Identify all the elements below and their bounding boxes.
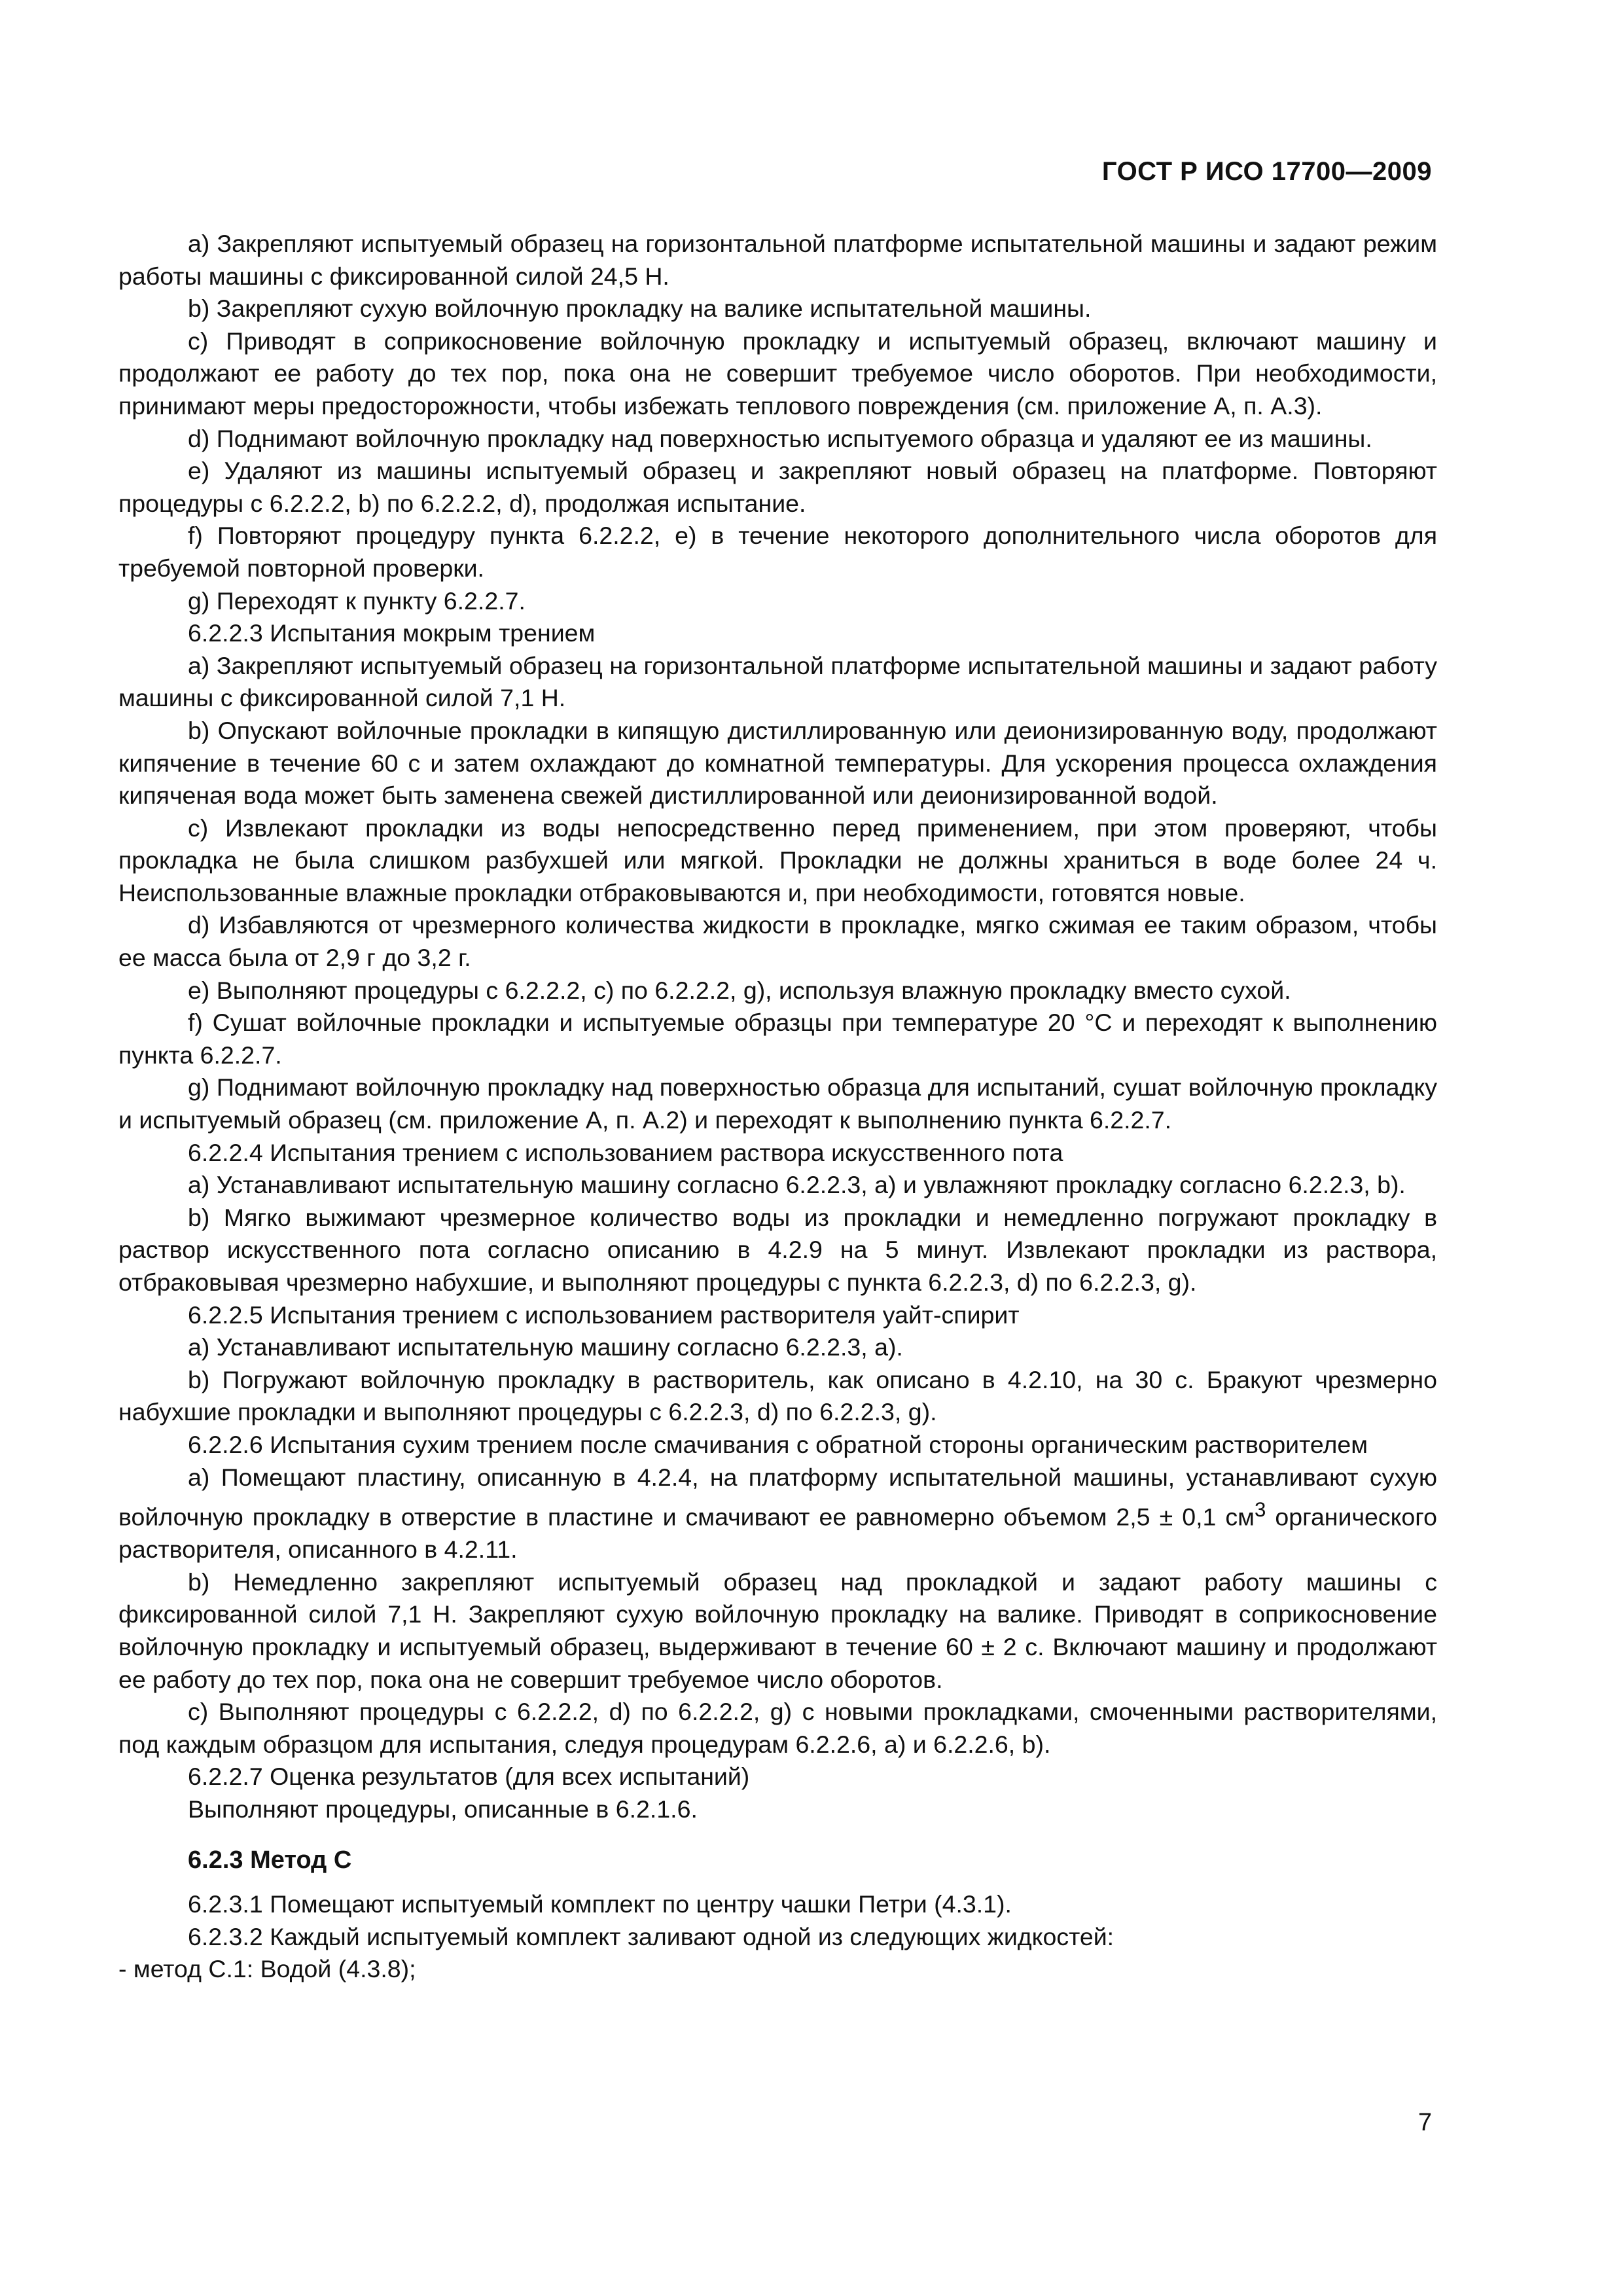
paragraph-6226a-text-end: органического растворителя, описанного в 4.2.11. bbox=[118, 1503, 1437, 1564]
paragraph-6222g: g) Переходят к пункту 6.2.2.7. bbox=[188, 586, 526, 615]
paragraph-6222e: e) Удаляют из машины испытуемый образец и закрепляют новый образец на платформе. Повторяют процедуры с 6.2.2.2, b) по 6.2.2.2, d), продолжая испытание. bbox=[118, 457, 1437, 517]
superscript-cubic: 3 bbox=[1254, 1498, 1266, 1522]
page-body bbox=[118, 228, 1437, 1986]
paragraph-6223g: g) Поднимают войлочную прокладку над поверхностью образца для испытаний, сушат войлочную прокладку и испытуемый образец (см. приложение А, п. А.2) и переходят к выполнению пункта 6.2.2.7. bbox=[118, 1073, 1437, 1134]
subsection-title-6223: 6.2.2.3 Испытания мокрым трением bbox=[188, 619, 596, 647]
paragraph-6224b: b) Мягко выжимают чрезмерное количество воды из прокладки и немедленно погружают прокладку в раствор искусственного пота согласно описанию в 4.2.9 на 5 минут. Извлекают прокладки из раствора, отбраковывая чрезмерно набухшие, и выполняют процедуры с пункта 6.2.2.3, d) по 6.2.2.3, g). bbox=[118, 1203, 1437, 1296]
paragraph-6222c: c) Приводят в соприкосновение войлочную прокладку и испытуемый образец, включают машину и продолжают ее работу до тех пор, пока она не совершит требуемое число оборотов. При необходимости, принимают меры предосторожности, чтобы избежать теплового повреждения (см. приложение А, п. А.3). bbox=[118, 327, 1437, 420]
section-heading-623: 6.2.3 Метод С bbox=[188, 1846, 352, 1874]
standard-header: ГОСТ Р ИСО 17700—2009 bbox=[1101, 157, 1432, 186]
paragraph-6232: 6.2.3.2 Каждый испытуемый комплект заливают одной из следующих жидкостей: bbox=[188, 1922, 1115, 1950]
paragraph-6225b: b) Погружают войлочную прокладку в растворитель, как описано в 4.2.10, на 30 с. Бракуют чрезмерно набухшие прокладки и выполняют процедуры с 6.2.2.3, d) по 6.2.2.3, g). bbox=[118, 1365, 1437, 1426]
paragraph-6223b: b) Опускают войлочные прокладки в кипящую дистиллированную или деионизированную воду, продолжают кипячение в течение 60 с и затем охлаждают до комнатной температуры. Для ускорения процесса охлаждения кипяченая вода может быть заменена свежей дистиллированной или деионизированной водой. bbox=[118, 716, 1437, 810]
paragraph-6226b: b) Немедленно закрепляют испытуемый образец над прокладкой и задают работу машины с фиксированной силой 7,1 Н. Закрепляют сухую войлочную прокладку на валике. Приводят в соприкосновение войлочную прокладку и испытуемый образец, выдерживают в течение 60 ± 2 с. Включают машину и продолжают ее работу до тех пор, пока она не совершит требуемое число оборотов. bbox=[118, 1568, 1437, 1693]
paragraph-6227-body: Выполняют процедуры, описанные в 6.2.1.6. bbox=[188, 1795, 698, 1823]
paragraph-6226c: c) Выполняют процедуры с 6.2.2.2, d) по 6.2.2.2, g) с новыми прокладками, смоченными растворителями, под каждым образцом для испытания, следуя процедурам 6.2.2.6, a) и 6.2.2.6, b). bbox=[118, 1698, 1437, 1758]
list-item-method-c1: - метод С.1: Водой (4.3.8); bbox=[118, 1955, 416, 1983]
subsection-title-6224: 6.2.2.4 Испытания трением с использованием раствора искусственного пота bbox=[188, 1138, 1063, 1166]
paragraph-6226a bbox=[118, 1462, 1437, 1566]
subsection-title-6227: 6.2.2.7 Оценка результатов (для всех испытаний) bbox=[188, 1763, 750, 1791]
paragraph-6222a: a) Закрепляют испытуемый образец на горизонтальной платформе испытательной машины и задают режим работы машины с фиксированной силой 24,5 Н. bbox=[118, 230, 1437, 290]
page-number: 7 bbox=[1418, 2109, 1432, 2136]
paragraph-6222d: d) Поднимают войлочную прокладку над поверхностью испытуемого образца и удаляют ее из машины. bbox=[188, 424, 1372, 452]
subsection-title-6225: 6.2.2.5 Испытания трением с использованием растворителя уайт-спирит bbox=[188, 1300, 1020, 1329]
paragraph-6223d: d) Избавляются от чрезмерного количества жидкости в прокладке, мягко сжимая ее таким образом, чтобы ее масса была от 2,9 г до 3,2 г. bbox=[118, 911, 1437, 972]
paragraph-6223f: f) Сушат войлочные прокладки и испытуемые образцы при температуре 20 °С и переходят к выполнению пункта 6.2.2.7. bbox=[118, 1009, 1437, 1069]
subsection-title-6226: 6.2.2.6 Испытания сухим трением после смачивания с обратной стороны органическим растворителем bbox=[188, 1430, 1368, 1458]
paragraph-6223e: e) Выполняют процедуры с 6.2.2.2, c) по 6.2.2.2, g), используя влажную прокладку вместо сухой. bbox=[188, 976, 1291, 1004]
paragraph-6223c: c) Извлекают прокладки из воды непосредственно перед применением, при этом проверяют, чтобы прокладка не была слишком разбухшей или мягкой. Прокладки не должны храниться в воде более 24 ч. Неиспользованные влажные прокладки отбраковываются и, при необходимости, готовятся новые. bbox=[118, 814, 1437, 906]
paragraph-6231: 6.2.3.1 Помещают испытуемый комплект по центру чашки Петри (4.3.1). bbox=[188, 1890, 1012, 1918]
paragraph-6223a: a) Закрепляют испытуемый образец на горизонтальной платформе испытательной машины и задают работу машины с фиксированной силой 7,1 Н. bbox=[118, 651, 1437, 712]
paragraph-6222f: f) Повторяют процедуру пункта 6.2.2.2, e) в течение некоторого дополнительного числа оборотов для требуемой повторной проверки. bbox=[118, 522, 1437, 582]
paragraph-6224a: a) Устанавливают испытательную машину согласно 6.2.2.3, a) и увлажняют прокладку согласно 6.2.2.3, b). bbox=[188, 1171, 1406, 1199]
paragraph-6226a-text: a) Помещают пластину, описанную в 4.2.4, на платформу испытательной машины, устанавливают сухую войлочную прокладку в отверстие в пластине и смачивают ее равномерно объемом 2,5 ± 0,1 см bbox=[118, 1463, 1437, 1531]
paragraph-6222b: b) Закрепляют сухую войлочную прокладку на валике испытательной машины. bbox=[188, 295, 1092, 323]
paragraph-6225a: a) Устанавливают испытательную машину согласно 6.2.2.3, a). bbox=[188, 1333, 903, 1361]
